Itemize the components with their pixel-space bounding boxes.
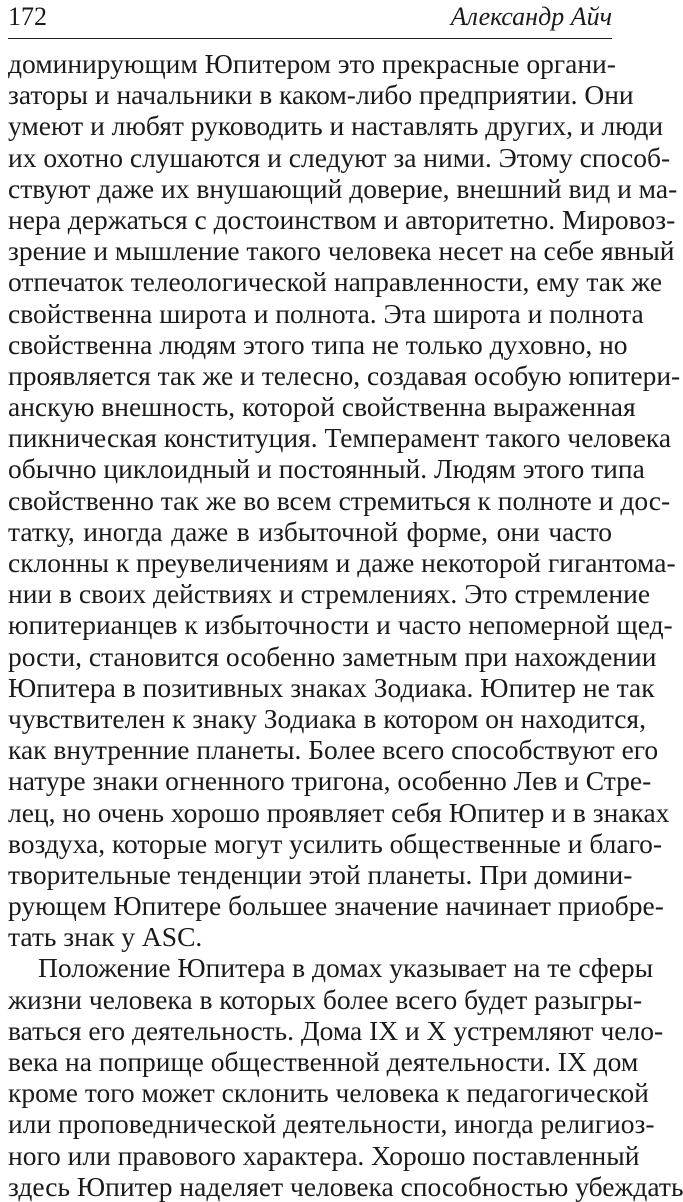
text-line: кроме того может склонить человека к педагогической bbox=[8, 1077, 649, 1109]
text-line: отпечаток телеологической направленности, ему так же bbox=[8, 266, 663, 298]
body-text bbox=[8, 48, 683, 1202]
text-line: века на поприще общественной деятельности. IX дом bbox=[8, 1046, 639, 1077]
text-line: жизни человека в которых более всего будет разыгры- bbox=[8, 983, 643, 1015]
text-line: пикническая конституция. Темперамент такого человека bbox=[8, 422, 672, 454]
text-line: творительные тенденции этой планеты. При домини- bbox=[8, 858, 633, 890]
text-line: татку, иногда даже в избыточной форме, они часто bbox=[8, 515, 612, 547]
text-line: как внутренние планеты. Более всего способствуют его bbox=[8, 734, 659, 766]
text-line: свойственна широта и полнота. Эта широта и полнота bbox=[8, 297, 644, 329]
text-line: заторы и начальники в каком-либо предприятии. Они bbox=[8, 79, 634, 111]
text-line: Положение Юпитера в домах указывает на те сферы bbox=[38, 952, 654, 984]
text-line: нии в своих действиях и стремлениях. Это стремление bbox=[8, 578, 651, 610]
paragraph bbox=[8, 952, 683, 1202]
text-line: лец, но очень хорошо проявляет себя Юпитер и в знаках bbox=[8, 796, 670, 828]
text-line: обычно циклоидный и постоянный. Людям этого типа bbox=[8, 453, 645, 485]
text-line: нера держаться с достоинством и авторитетно. Мировоз- bbox=[8, 203, 676, 235]
text-line: проявляется так же и телесно, создавая особую юпитери- bbox=[8, 359, 681, 391]
text-line: свойственна людям этого типа не только духовно, но bbox=[8, 328, 628, 360]
text-line: их охотно слушаются и следуют за ними. Этому способ- bbox=[8, 141, 671, 173]
text-line: натуре знаки огненного тригона, особенно Лев и Стре- bbox=[8, 765, 652, 797]
paragraph bbox=[8, 48, 681, 953]
running-title: Александр Айч bbox=[450, 2, 612, 31]
text-line: Юпитера в позитивных знаках Зодиака. Юпитер не так bbox=[8, 671, 655, 703]
text-line: ного или правового характера. Хорошо поставленный bbox=[8, 1139, 640, 1171]
text-line: рости, становится особенно заметным при нахождении bbox=[8, 640, 657, 672]
text-line: здесь Юпитер наделяет человека способностью убеждать bbox=[8, 1170, 683, 1202]
text-line: ствуют даже их внушающий доверие, внешний вид и ма- bbox=[8, 172, 678, 204]
text-line: склонны к преувеличениям и даже некоторой гигантома- bbox=[8, 547, 676, 578]
text-line: умеют и любят руководить и наставлять других, и люди bbox=[8, 110, 664, 142]
text-line: доминирующим Юпитером это прекрасные органи- bbox=[8, 48, 616, 79]
text-line: тать знак у ASC. bbox=[8, 921, 203, 953]
text-line: чувствителен к знаку Зодиака в котором он находится, bbox=[8, 702, 646, 734]
page-number: 172 bbox=[8, 2, 47, 31]
page-header bbox=[8, 0, 612, 39]
text-line: свойственно так же во всем стремиться к полноте и дос- bbox=[8, 484, 671, 516]
text-line: зрение и мышление такого человека несет на себе явный bbox=[8, 235, 675, 267]
text-line: анскую внешность, которой свойственна выраженная bbox=[8, 391, 636, 423]
text-line: воздуха, которые могут усилить общественные и благо- bbox=[8, 827, 663, 859]
text-line: или проповеднической деятельности, иногда религиоз- bbox=[8, 1108, 655, 1140]
text-line: ваться его деятельность. Дома IX и X устремляют чело- bbox=[8, 1014, 664, 1046]
text-line: рующем Юпитере большее значение начинает приобре- bbox=[8, 890, 664, 922]
text-line: юпитерианцев к избыточности и часто непомерной щед- bbox=[8, 609, 673, 641]
